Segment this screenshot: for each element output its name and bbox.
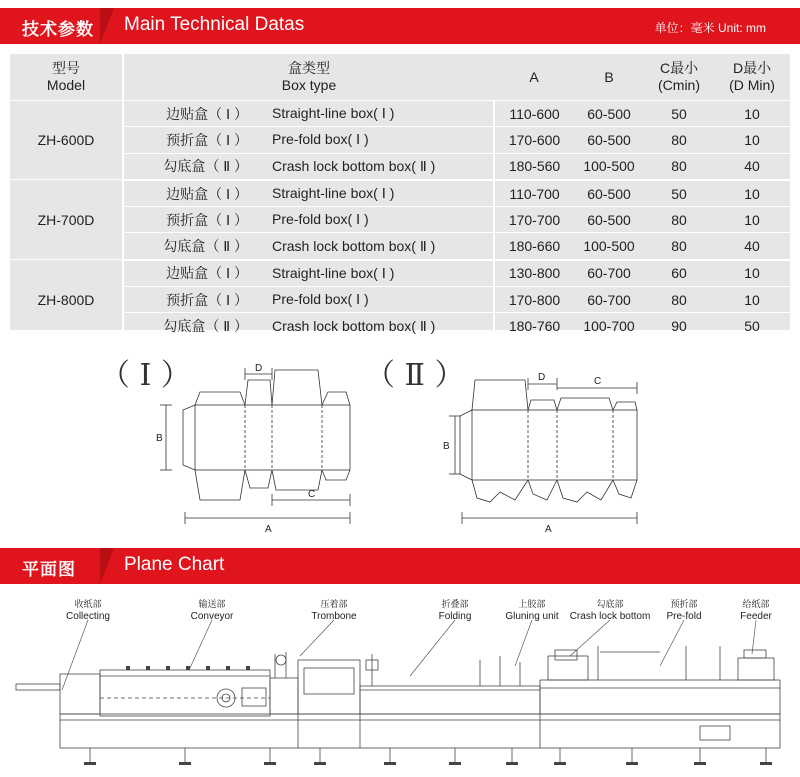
value-a: 170-600 [494,127,574,153]
value-c: 50 [644,101,714,127]
header-c-line1: C最小 [659,60,699,76]
table-row [10,101,790,127]
value-b: 100-500 [574,233,644,260]
value-a: 170-700 [494,207,574,233]
value-a: 130-800 [494,260,574,287]
machine-section-label-en: Collecting [66,611,110,622]
header-model-en: Model [46,77,86,93]
header-model-cn: 型号 [52,60,80,76]
header-box-type [123,54,494,101]
value-c: 50 [644,180,714,207]
box-type-cn: 预折盒（ Ⅰ ） [123,287,268,313]
machine-section-label-cn: 压着部 [320,600,348,610]
tech-header-banner [0,8,800,44]
diagram-2-drawing [365,350,665,540]
machine-section-label-cn: 勾底部 [596,600,624,610]
box-type-cn: 预折盒（ Ⅰ ） [123,127,268,153]
value-d: 10 [714,207,790,233]
machine-section-label-cn: 收纸部 [74,600,102,610]
box-type-cn: 勾底盒（ Ⅱ ） [123,233,268,260]
box-type-en: Straight-line box( Ⅰ ) [268,101,494,127]
value-d: 10 [714,260,790,287]
machine-section-label-cn: 折叠部 [441,600,469,610]
unit-label: 单位：毫米 Unit: mm [654,21,766,35]
box-type-cn: 勾底盒（ Ⅱ ） [123,153,268,180]
header-b: B [574,54,644,101]
spec-table-body [10,101,790,340]
value-c: 80 [644,127,714,153]
diagram-2-label-b: B [443,441,450,452]
value-d: 40 [714,233,790,260]
machine-section-label-en: Trombone [311,611,357,622]
diagram-2-label-d: D [538,372,546,383]
value-a: 180-560 [494,153,574,180]
machine-section-label-en: Folding [438,611,472,622]
box-type-cn: 边贴盒（ Ⅰ ） [123,101,268,127]
tech-title-cn: 技术参数 [22,20,94,40]
box-type-en: Straight-line box( Ⅰ ) [268,260,494,287]
value-c: 60 [644,260,714,287]
value-c: 80 [644,233,714,260]
machine-plane-drawing [0,596,800,777]
header-d-line1: D最小 [732,60,772,76]
value-b: 60-500 [574,207,644,233]
header-box-en: Box type [281,77,337,93]
diagram-2-label-c: C [594,376,602,387]
table-row [10,313,790,340]
header-d-line2: (D Min) [729,77,775,93]
value-c: 80 [644,287,714,313]
spec-table [10,54,790,341]
table-row [10,287,790,313]
value-d: 10 [714,180,790,207]
machine-section-label-en: Conveyor [190,611,234,622]
value-d: 10 [714,101,790,127]
table-row [10,180,790,207]
table-row [10,260,790,287]
value-a: 170-800 [494,287,574,313]
box-type-en: Crash lock bottom box( Ⅱ ) [268,153,494,180]
model-cell: ZH-800D [10,260,123,340]
table-row [10,153,790,180]
box-type-en: Pre-fold box( Ⅰ ) [268,127,494,153]
header-c [644,54,714,101]
value-b: 60-500 [574,101,644,127]
value-b: 60-700 [574,260,644,287]
plane-title-en: Plane Chart [124,554,225,575]
diagram-1-label-b: B [156,433,163,444]
value-b: 60-500 [574,180,644,207]
box-type-cn: 勾底盒（ Ⅱ ） [123,313,268,340]
value-d: 10 [714,127,790,153]
machine-section-label-en: Gluning unit [505,611,559,622]
box-type-en: Crash lock bottom box( Ⅱ ) [268,313,494,340]
diagram-1-label-d: D [255,363,263,374]
value-b: 100-700 [574,313,644,340]
machine-section-label-en: Crash lock bottom [569,611,651,622]
machine-section-label-en: Pre-fold [666,611,702,622]
machine-section-label-en: Feeder [740,611,772,622]
diagram-1-numeral: （ Ⅰ ） [100,358,191,393]
header-model [10,54,123,101]
value-a: 110-600 [494,101,574,127]
value-a: 180-760 [494,313,574,340]
machine-section-label-cn: 预折部 [670,600,698,610]
tech-title-en: Main Technical Datas [124,14,305,35]
machine-section-label-cn: 输送部 [198,600,226,610]
model-cell: ZH-700D [10,180,123,260]
header-box-cn: 盒类型 [288,60,330,76]
box-type-en: Pre-fold box( Ⅰ ) [268,287,494,313]
value-c: 80 [644,207,714,233]
box-diagram-2 [365,350,665,540]
spec-table-panel [10,54,790,335]
value-d: 50 [714,313,790,340]
diagram-2-numeral: （ Ⅱ ） [365,358,465,393]
diagram-1-label-c: C [308,489,316,500]
box-type-cn: 预折盒（ Ⅰ ） [123,207,268,233]
diagram-1-drawing [100,350,370,540]
box-type-cn: 边贴盒（ Ⅰ ） [123,260,268,287]
box-type-en: Straight-line box( Ⅰ ) [268,180,494,207]
value-a: 180-660 [494,233,574,260]
value-d: 40 [714,153,790,180]
plane-header-banner [0,548,800,584]
header-d [714,54,790,101]
table-row [10,233,790,260]
machine-section-label-cn: 上胶部 [518,600,546,610]
value-c: 90 [644,313,714,340]
machine-section-label-cn: 给纸部 [742,600,770,610]
box-type-en: Crash lock bottom box( Ⅱ ) [268,233,494,260]
box-diagram-1 [100,350,370,540]
value-b: 100-500 [574,153,644,180]
box-type-cn: 边贴盒（ Ⅰ ） [123,180,268,207]
table-header-row [10,54,790,101]
table-row [10,127,790,153]
box-type-en: Pre-fold box( Ⅰ ) [268,207,494,233]
value-b: 60-700 [574,287,644,313]
model-cell: ZH-600D [10,101,123,180]
header-c-line2: (Cmin) [658,77,701,93]
value-c: 80 [644,153,714,180]
value-b: 60-500 [574,127,644,153]
header-a: A [494,54,574,101]
value-d: 10 [714,287,790,313]
diagram-2-label-a: A [545,524,552,535]
plane-title-cn: 平面图 [22,560,76,580]
diagram-1-label-a: A [265,524,272,535]
table-row [10,207,790,233]
value-a: 110-700 [494,180,574,207]
